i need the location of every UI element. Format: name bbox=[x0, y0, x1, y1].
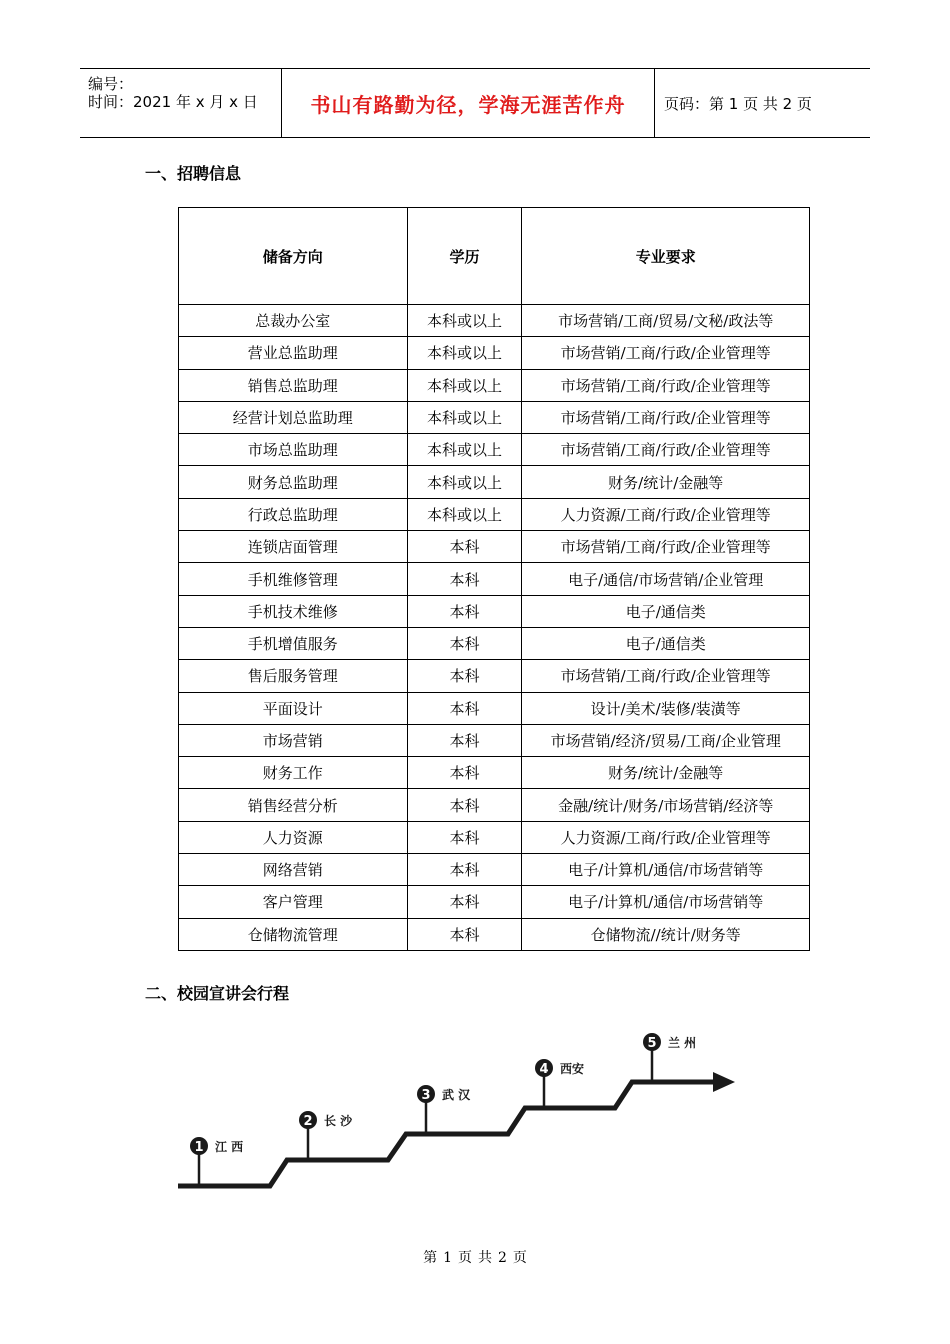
arrow-head-icon bbox=[713, 1072, 735, 1092]
cell-education: 本科或以上 bbox=[407, 305, 522, 337]
cell-direction: 手机增值服务 bbox=[179, 627, 408, 659]
cell-direction: 销售经营分析 bbox=[179, 789, 408, 821]
cell-major: 电子/计算机/通信/市场营销等 bbox=[522, 854, 810, 886]
stop-number: 3 bbox=[421, 1088, 431, 1103]
cell-education: 本科 bbox=[407, 595, 522, 627]
stop-city: 江 西 bbox=[215, 1140, 244, 1154]
cell-major: 市场营销/工商/行政/企业管理等 bbox=[522, 401, 810, 433]
table-row bbox=[179, 692, 810, 724]
stop-number: 5 bbox=[647, 1036, 657, 1051]
cell-education: 本科 bbox=[407, 854, 522, 886]
route-stop bbox=[643, 1033, 696, 1082]
stop-city: 兰 州 bbox=[668, 1036, 697, 1050]
stop-city: 武 汉 bbox=[442, 1088, 471, 1102]
cell-direction: 平面设计 bbox=[179, 692, 408, 724]
header-education: 学历 bbox=[407, 208, 522, 305]
cell-education: 本科 bbox=[407, 692, 522, 724]
route-stop bbox=[535, 1059, 584, 1108]
table-row bbox=[179, 305, 810, 337]
cell-major: 市场营销/经济/贸易/工商/企业管理 bbox=[522, 724, 810, 756]
page-header bbox=[80, 68, 870, 138]
cell-education: 本科 bbox=[407, 660, 522, 692]
cell-major: 设计/美术/装修/装潢等 bbox=[522, 692, 810, 724]
route-stop bbox=[190, 1137, 243, 1186]
stop-number: 2 bbox=[303, 1114, 313, 1129]
motto: 书山有路勤为径，学海无涯苦作舟 bbox=[310, 92, 626, 117]
table-row bbox=[179, 757, 810, 789]
table-row bbox=[179, 789, 810, 821]
cell-major: 仓储物流//统计/财务等 bbox=[522, 918, 810, 950]
cell-education: 本科或以上 bbox=[407, 369, 522, 401]
section-title-campus-tour: 二、校园宣讲会行程 bbox=[145, 984, 290, 1003]
cell-education: 本科 bbox=[407, 918, 522, 950]
cell-direction: 营业总监助理 bbox=[179, 337, 408, 369]
footer-ye: 页 bbox=[458, 1250, 472, 1266]
table-row bbox=[179, 531, 810, 563]
cell-direction: 人力资源 bbox=[179, 821, 408, 853]
cell-major: 电子/通信类 bbox=[522, 627, 810, 659]
cell-education: 本科或以上 bbox=[407, 498, 522, 530]
recruitment-table bbox=[178, 207, 810, 951]
table-row bbox=[179, 627, 810, 659]
table-row bbox=[179, 854, 810, 886]
cell-direction: 手机技术维修 bbox=[179, 595, 408, 627]
cell-major: 电子/计算机/通信/市场营销等 bbox=[522, 886, 810, 918]
cell-major: 人力资源/工商/行政/企业管理等 bbox=[522, 821, 810, 853]
stop-number: 4 bbox=[539, 1062, 549, 1077]
cell-education: 本科 bbox=[407, 724, 522, 756]
header-direction: 储备方向 bbox=[179, 208, 408, 305]
cell-direction: 网络营销 bbox=[179, 854, 408, 886]
cell-direction: 销售总监助理 bbox=[179, 369, 408, 401]
cell-education: 本科 bbox=[407, 563, 522, 595]
footer-total-pages: 2 bbox=[498, 1250, 507, 1266]
cell-major: 财务/统计/金融等 bbox=[522, 466, 810, 498]
cell-major: 市场营销/工商/行政/企业管理等 bbox=[522, 369, 810, 401]
cell-direction: 售后服务管理 bbox=[179, 660, 408, 692]
table-row bbox=[179, 563, 810, 595]
stop-city: 长 沙 bbox=[324, 1114, 353, 1128]
table-row bbox=[179, 466, 810, 498]
table-row bbox=[179, 434, 810, 466]
cell-direction: 行政总监助理 bbox=[179, 498, 408, 530]
table-row bbox=[179, 821, 810, 853]
stop-city: 西安 bbox=[560, 1062, 585, 1076]
table-row bbox=[179, 886, 810, 918]
tour-route-diagram bbox=[170, 1020, 750, 1200]
header-major: 专业要求 bbox=[522, 208, 810, 305]
table-row bbox=[179, 369, 810, 401]
cell-direction: 手机维修管理 bbox=[179, 563, 408, 595]
route-stop bbox=[299, 1111, 353, 1160]
header-left-cell bbox=[80, 69, 281, 137]
cell-education: 本科或以上 bbox=[407, 466, 522, 498]
cell-direction: 仓储物流管理 bbox=[179, 918, 408, 950]
table-row bbox=[179, 595, 810, 627]
cell-major: 市场营销/工商/贸易/文秘/政法等 bbox=[522, 305, 810, 337]
cell-direction: 市场营销 bbox=[179, 724, 408, 756]
cell-education: 本科或以上 bbox=[407, 337, 522, 369]
cell-major: 市场营销/工商/行政/企业管理等 bbox=[522, 531, 810, 563]
table-row bbox=[179, 660, 810, 692]
cell-direction: 总裁办公室 bbox=[179, 305, 408, 337]
cell-education: 本科 bbox=[407, 531, 522, 563]
cell-education: 本科或以上 bbox=[407, 401, 522, 433]
cell-major: 市场营销/工商/行政/企业管理等 bbox=[522, 660, 810, 692]
header-right-cell bbox=[654, 69, 870, 137]
footer-gong: 共 bbox=[478, 1250, 492, 1266]
table-row bbox=[179, 724, 810, 756]
page-info: 页码：第 1 页 共 2 页 bbox=[664, 94, 812, 113]
cell-direction: 财务工作 bbox=[179, 757, 408, 789]
number-label: 编号： bbox=[88, 75, 134, 93]
table-row bbox=[179, 498, 810, 530]
time-label: 时间：2021 年 x 月 x 日 bbox=[88, 93, 258, 111]
cell-direction: 经营计划总监助理 bbox=[179, 401, 408, 433]
footer-di: 第 bbox=[423, 1250, 438, 1266]
table-header-row bbox=[179, 208, 810, 305]
cell-major: 财务/统计/金融等 bbox=[522, 757, 810, 789]
cell-major: 电子/通信类 bbox=[522, 595, 810, 627]
route-stop bbox=[417, 1085, 471, 1134]
footer-ye-2: 页 bbox=[512, 1250, 527, 1266]
cell-major: 金融/统计/财务/市场营销/经济等 bbox=[522, 789, 810, 821]
cell-education: 本科 bbox=[407, 627, 522, 659]
cell-education: 本科 bbox=[407, 757, 522, 789]
page-footer bbox=[0, 1247, 950, 1267]
cell-education: 本科 bbox=[407, 821, 522, 853]
cell-direction: 市场总监助理 bbox=[179, 434, 408, 466]
table-row bbox=[179, 337, 810, 369]
cell-major: 电子/通信/市场营销/企业管理 bbox=[522, 563, 810, 595]
section-title-recruitment: 一、招聘信息 bbox=[145, 164, 242, 183]
footer-page-number: 1 bbox=[443, 1250, 452, 1266]
cell-major: 市场营销/工商/行政/企业管理等 bbox=[522, 434, 810, 466]
cell-education: 本科或以上 bbox=[407, 434, 522, 466]
cell-education: 本科 bbox=[407, 789, 522, 821]
cell-direction: 连锁店面管理 bbox=[179, 531, 408, 563]
cell-education: 本科 bbox=[407, 886, 522, 918]
header-center-cell bbox=[281, 69, 655, 137]
cell-direction: 财务总监助理 bbox=[179, 466, 408, 498]
cell-direction: 客户管理 bbox=[179, 886, 408, 918]
table-row bbox=[179, 401, 810, 433]
stop-number: 1 bbox=[194, 1140, 204, 1155]
table-row bbox=[179, 918, 810, 950]
cell-major: 人力资源/工商/行政/企业管理等 bbox=[522, 498, 810, 530]
cell-major: 市场营销/工商/行政/企业管理等 bbox=[522, 337, 810, 369]
